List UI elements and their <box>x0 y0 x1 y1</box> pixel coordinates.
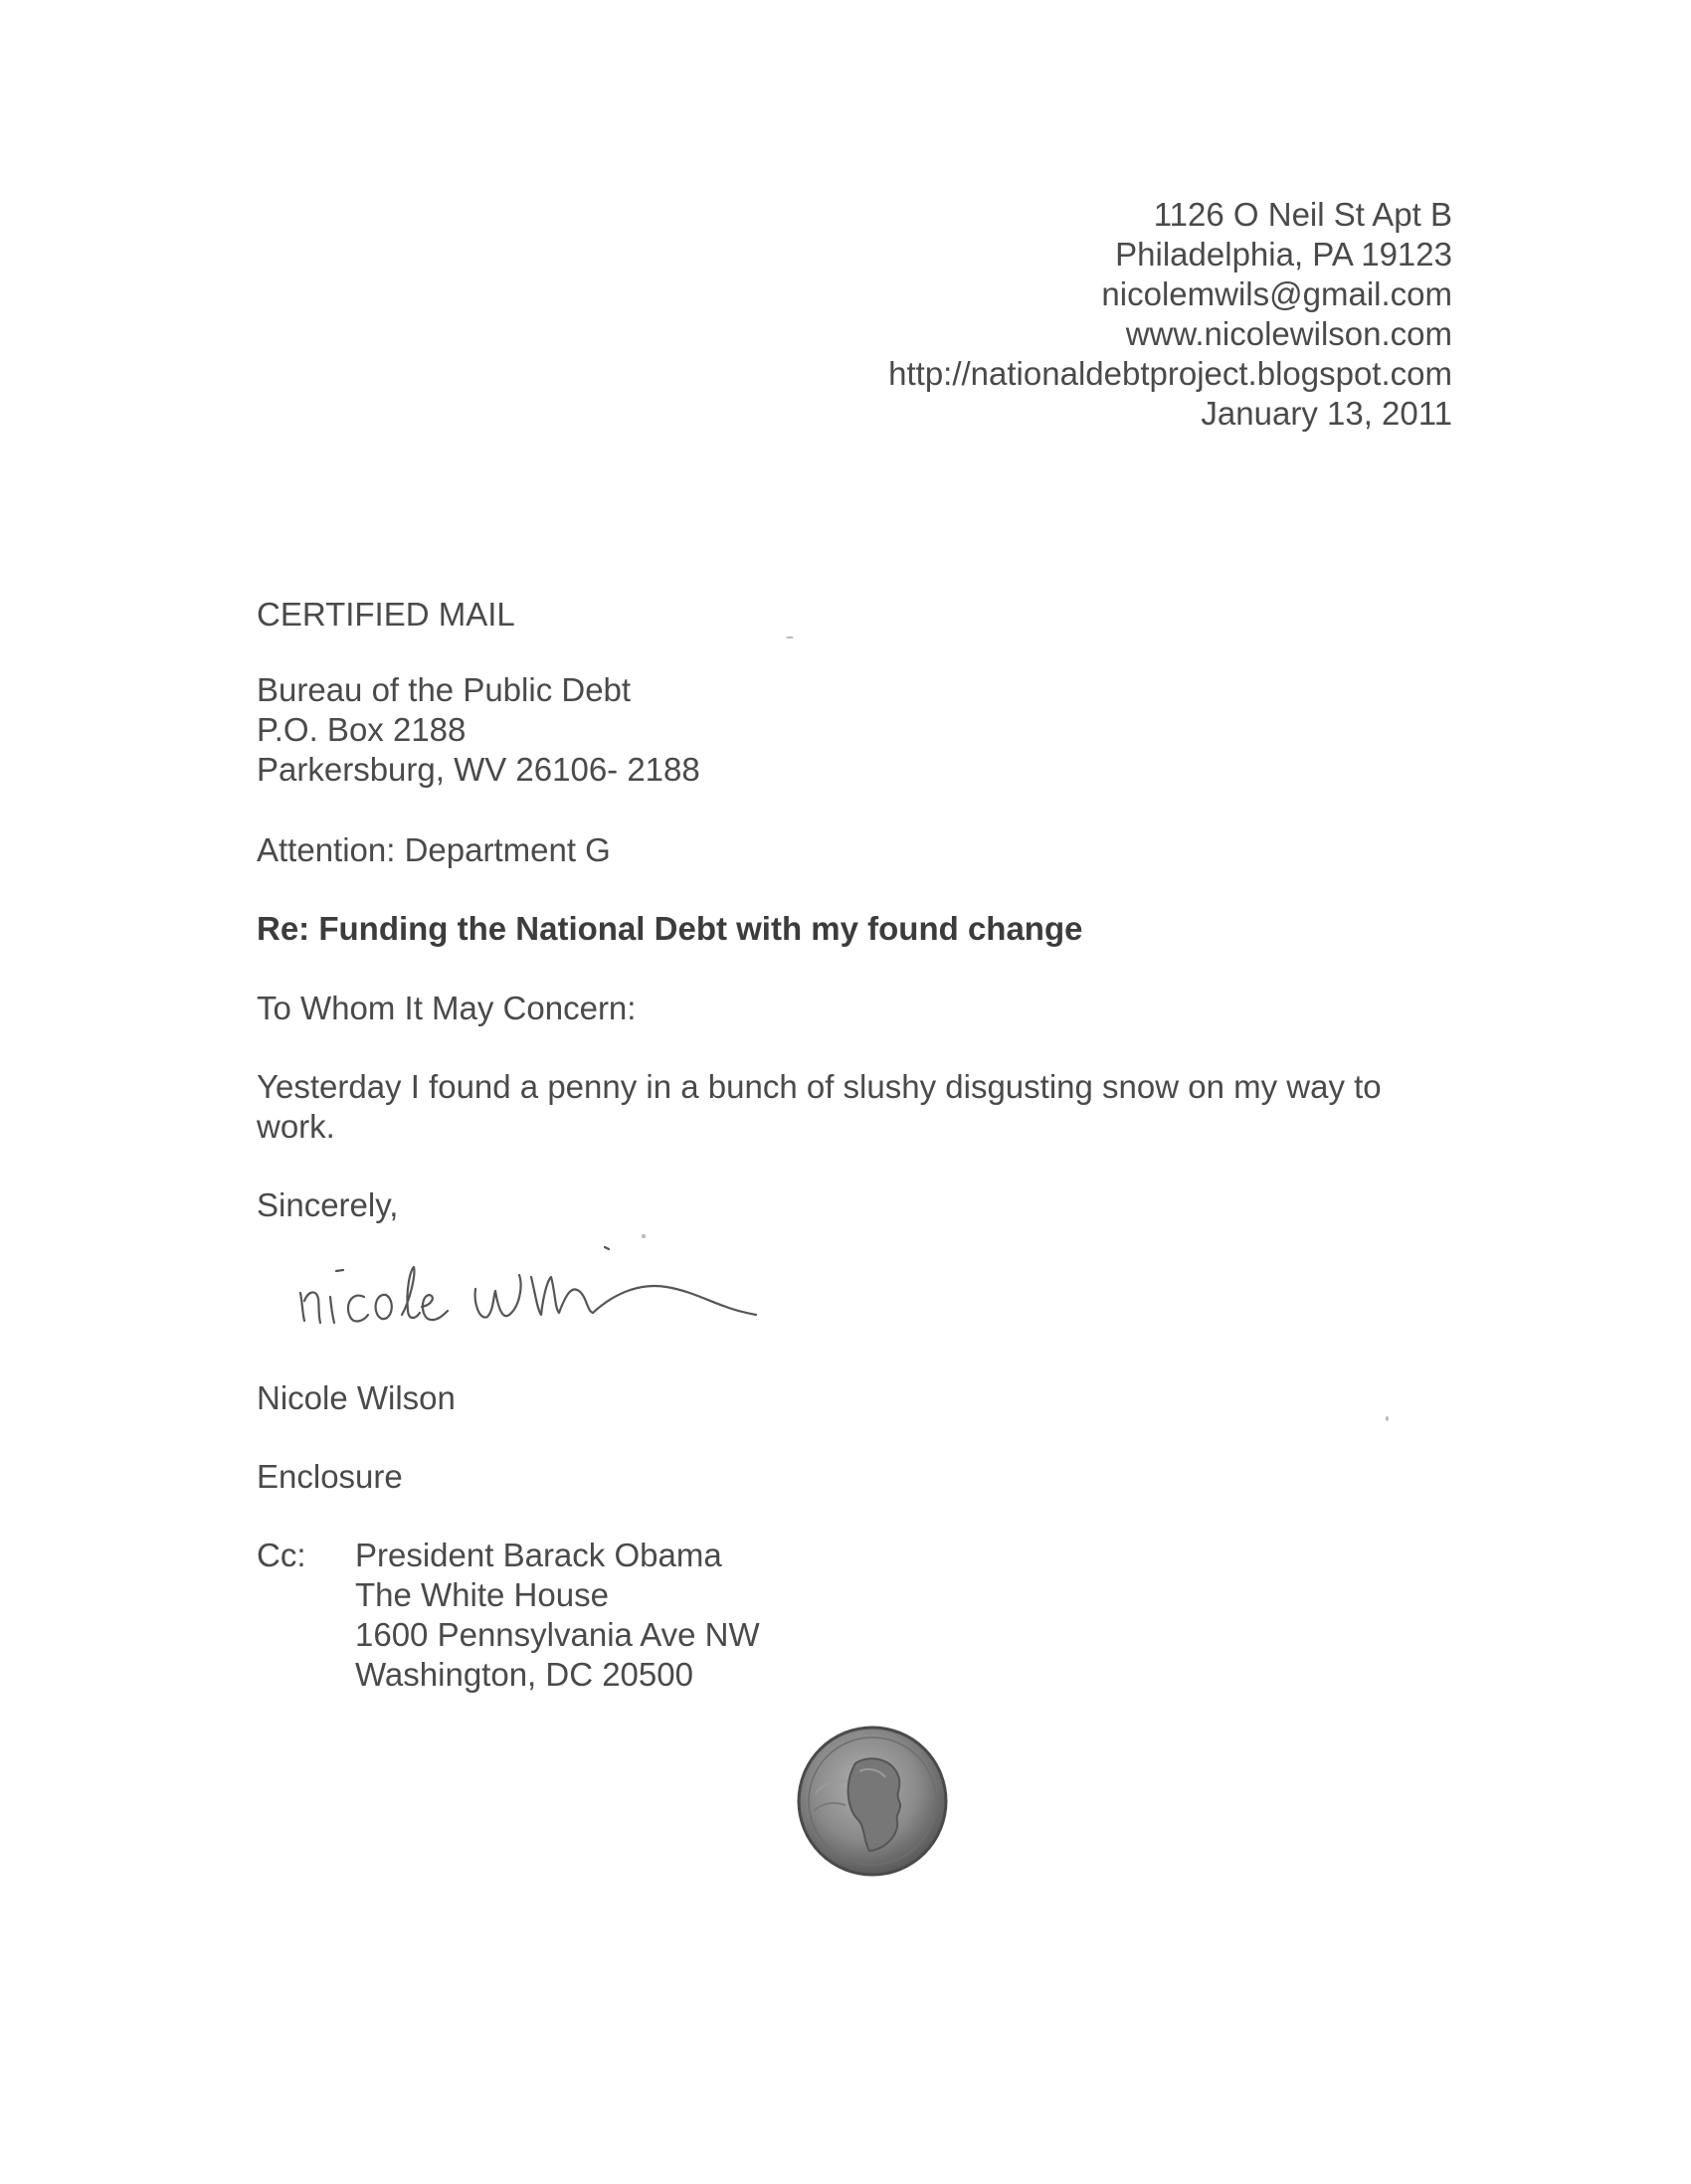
enclosure-notation: Enclosure <box>257 1458 403 1495</box>
letter-date: January 13, 2011 <box>1201 395 1452 432</box>
cc-name: President Barack Obama <box>355 1537 722 1573</box>
cc-street: 1600 Pennsylvania Ave NW <box>355 1616 760 1653</box>
cc-label: Cc: <box>257 1537 306 1573</box>
recipient-name: Bureau of the Public Debt <box>257 671 632 708</box>
sender-city: Philadelphia, PA 19123 <box>1115 236 1452 273</box>
salutation: To Whom It May Concern: <box>257 990 637 1026</box>
subject-line: Re: Funding the National Debt with my found change <box>257 910 1083 947</box>
sender-blog: http://nationaldebtproject.blogspot.com <box>888 355 1452 392</box>
sender-email: nicolemwils@gmail.com <box>1101 275 1452 312</box>
sender-website: www.nicolewilson.com <box>1125 315 1452 352</box>
signer-name: Nicole Wilson <box>257 1379 456 1416</box>
handwritten-signature <box>288 1231 776 1351</box>
scan-speck <box>1386 1416 1389 1421</box>
penny-coin-icon <box>796 1724 950 1878</box>
sender-street: 1126 O Neil St Apt B <box>1153 196 1452 233</box>
cc-city: Washington, DC 20500 <box>355 1656 693 1693</box>
recipient-city: Parkersburg, WV 26106- 2188 <box>257 751 700 788</box>
sender-address-block <box>888 195 1452 434</box>
cc-organization: The White House <box>355 1576 609 1613</box>
scan-speck <box>786 637 794 638</box>
recipient-address-block <box>257 670 700 790</box>
closing: Sincerely, <box>257 1186 399 1223</box>
letter-body: Yesterday I found a penny in a bunch of slushy disgusting snow on my way to work. <box>257 1068 1382 1145</box>
scan-speck <box>642 1234 646 1238</box>
cc-recipient-block <box>355 1536 760 1695</box>
recipient-po-box: P.O. Box 2188 <box>257 711 467 748</box>
certified-mail-notice: CERTIFIED MAIL <box>257 596 515 633</box>
attention-line: Attention: Department G <box>257 831 611 868</box>
